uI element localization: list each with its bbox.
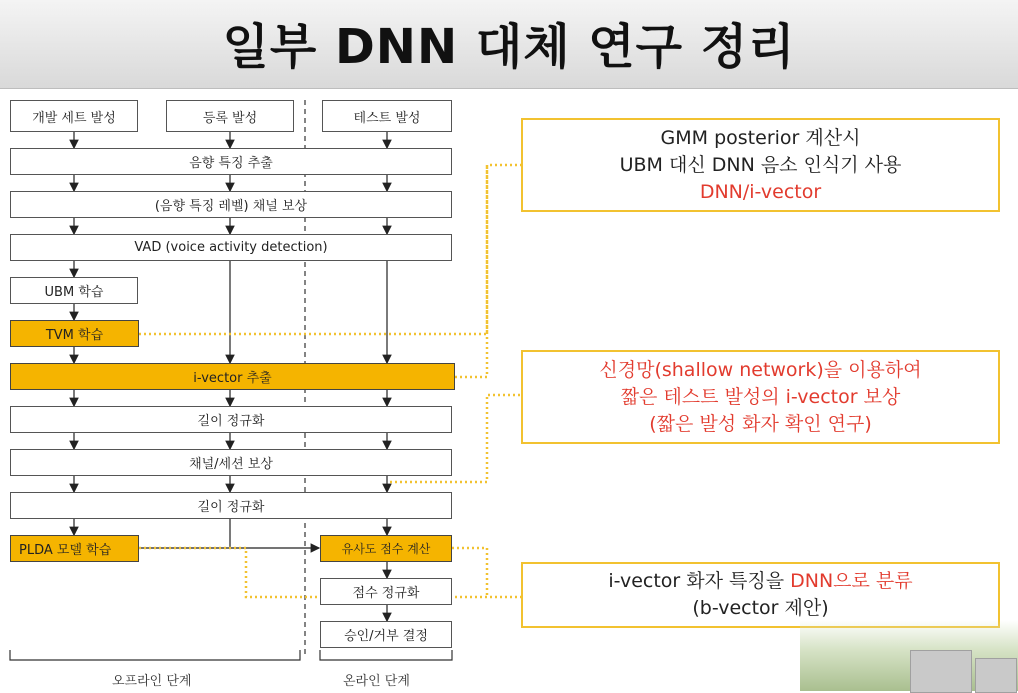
note-shallow-network [521,350,1000,444]
note3-line1-b: DNN으로 분류 [790,570,913,592]
building-shape [975,658,1017,693]
note3-line1 [523,568,998,595]
enroll-box: 등록 발성 [166,100,294,132]
decision-box: 승인/거부 결정 [320,621,452,648]
building-shape [910,650,972,693]
offline-bracket [10,650,300,660]
online-bracket [320,650,452,660]
online-label: 온라인 단계 [343,674,410,689]
ivector-to-note1-connector [455,165,487,377]
note1-line3: DNN/i-vector [699,180,822,203]
note-dnn-ivector [521,118,1000,212]
note2-line1: 신경망(shallow network)을 이용하여 [599,358,922,381]
length-norm-box-2: 길이 정규화 [10,492,452,519]
similarity-to-note3-connector [452,548,487,597]
ubm-box: UBM 학습 [10,277,138,304]
ivector-box: i-vector 추출 [10,363,455,390]
dev-set-box: 개발 세트 발성 [10,100,138,132]
score-norm-box: 점수 정규화 [320,578,452,605]
similarity-box: 유사도 점수 계산 [320,535,452,562]
vad-box: VAD (voice activity detection) [10,234,452,261]
note2-line3: (짧은 발성 화자 확인 연구) [649,412,872,435]
length-norm-box-1: 길이 정규화 [10,406,452,433]
offline-label: 오프라인 단계 [112,674,192,689]
note3-line2: (b-vector 제안) [692,597,829,619]
note-bvector [521,562,1000,628]
campus-photo [800,620,1018,691]
note1-line1: GMM posterior 계산시 [660,126,861,149]
test-box: 테스트 발성 [322,100,452,132]
note3-line1-a: i-vector 화자 특징을 [608,570,791,592]
note2-line2: 짧은 테스트 발성의 i-vector 보상 [620,385,901,408]
channel-session-box: 채널/세션 보상 [10,449,452,476]
page-title: 일부 DNN 대체 연구 정리 [222,19,796,75]
note1-line2: UBM 대신 DNN 음소 인식기 사용 [619,153,902,176]
feature-extraction-box: 음향 특징 추출 [10,148,452,175]
plda-box: PLDA 모델 학습 [10,535,139,562]
tvm-box: TVM 학습 [10,320,139,347]
channel-compensation-box: (음향 특징 레벨) 채널 보상 [10,191,452,218]
